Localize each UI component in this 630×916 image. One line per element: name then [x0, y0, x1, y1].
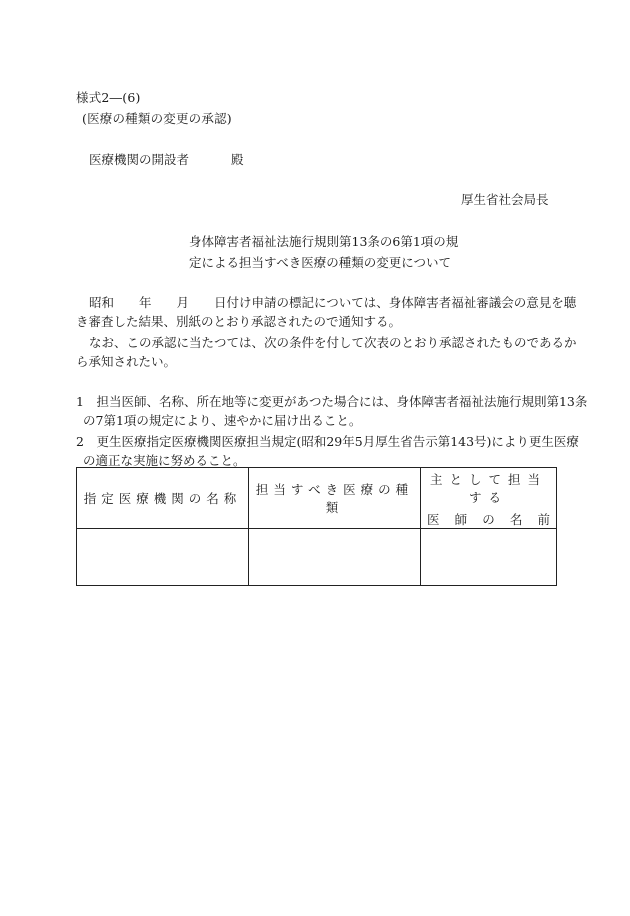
- institution-table: [76, 467, 557, 586]
- col-header-physician: [421, 468, 557, 529]
- sender: 厚生省社会局長: [461, 192, 549, 207]
- col-header-treatment-type: 担当すべき医療の種類: [249, 468, 421, 529]
- addressee: 医療機関の開設者: [89, 152, 190, 167]
- form-subtitle: (医療の種類の変更の承認): [82, 111, 232, 126]
- condition-2-line2: の適正な実施に努めること。: [83, 453, 246, 468]
- table-header-row: [77, 468, 557, 529]
- col-header-physician-top: 主として担当する: [429, 472, 547, 505]
- body-paragraph1-line2: き審査した結果、別紙のとおり承認されたので通知する。: [76, 314, 402, 329]
- table-cell-treatment-type[interactable]: [249, 529, 421, 586]
- col-header-physician-char: の: [482, 512, 495, 527]
- body-paragraph2-line2: ら承知されたい。: [76, 354, 177, 369]
- condition-1-line2: の7第1項の規定により、速やかに届け出ること。: [83, 413, 362, 428]
- col-header-institution-name: 指定医療機関の名称: [77, 468, 249, 529]
- col-header-physician-char: 医: [427, 512, 440, 527]
- document-title-line1: 身体障害者福祉法施行規則第13条の6第1項の規: [189, 234, 459, 249]
- col-header-physician-bottom: [421, 510, 556, 528]
- table-cell-institution-name[interactable]: [77, 529, 249, 586]
- body-paragraph1-line1: 昭和 年 月 日付け申請の標記については、身体障害者福祉審議会の意見を聴: [89, 295, 577, 310]
- addressee-honorific: 殿: [231, 152, 244, 167]
- col-header-physician-char: 前: [537, 512, 550, 527]
- table-row: [77, 529, 557, 586]
- document-title-line2: 定による担当すべき医療の種類の変更について: [189, 255, 452, 270]
- condition-2-line1: 2 更生医療指定医療機関医療担当規定(昭和29年5月厚生省告示第143号)により更生医療: [76, 434, 579, 449]
- table-cell-physician-name[interactable]: [421, 529, 557, 586]
- body-paragraph2-line1: なお、この承認に当たつては、次の条件を付して次表のとおり承認されたものであるか: [89, 335, 577, 350]
- col-header-physician-char: 師: [454, 512, 468, 527]
- condition-1-line1: 1 担当医師、名称、所在地等に変更があつた場合には、身体障害者福祉法施行規則第13条: [76, 394, 588, 409]
- form-number: 様式2―(6): [76, 90, 141, 105]
- col-header-physician-char: 名: [509, 512, 523, 527]
